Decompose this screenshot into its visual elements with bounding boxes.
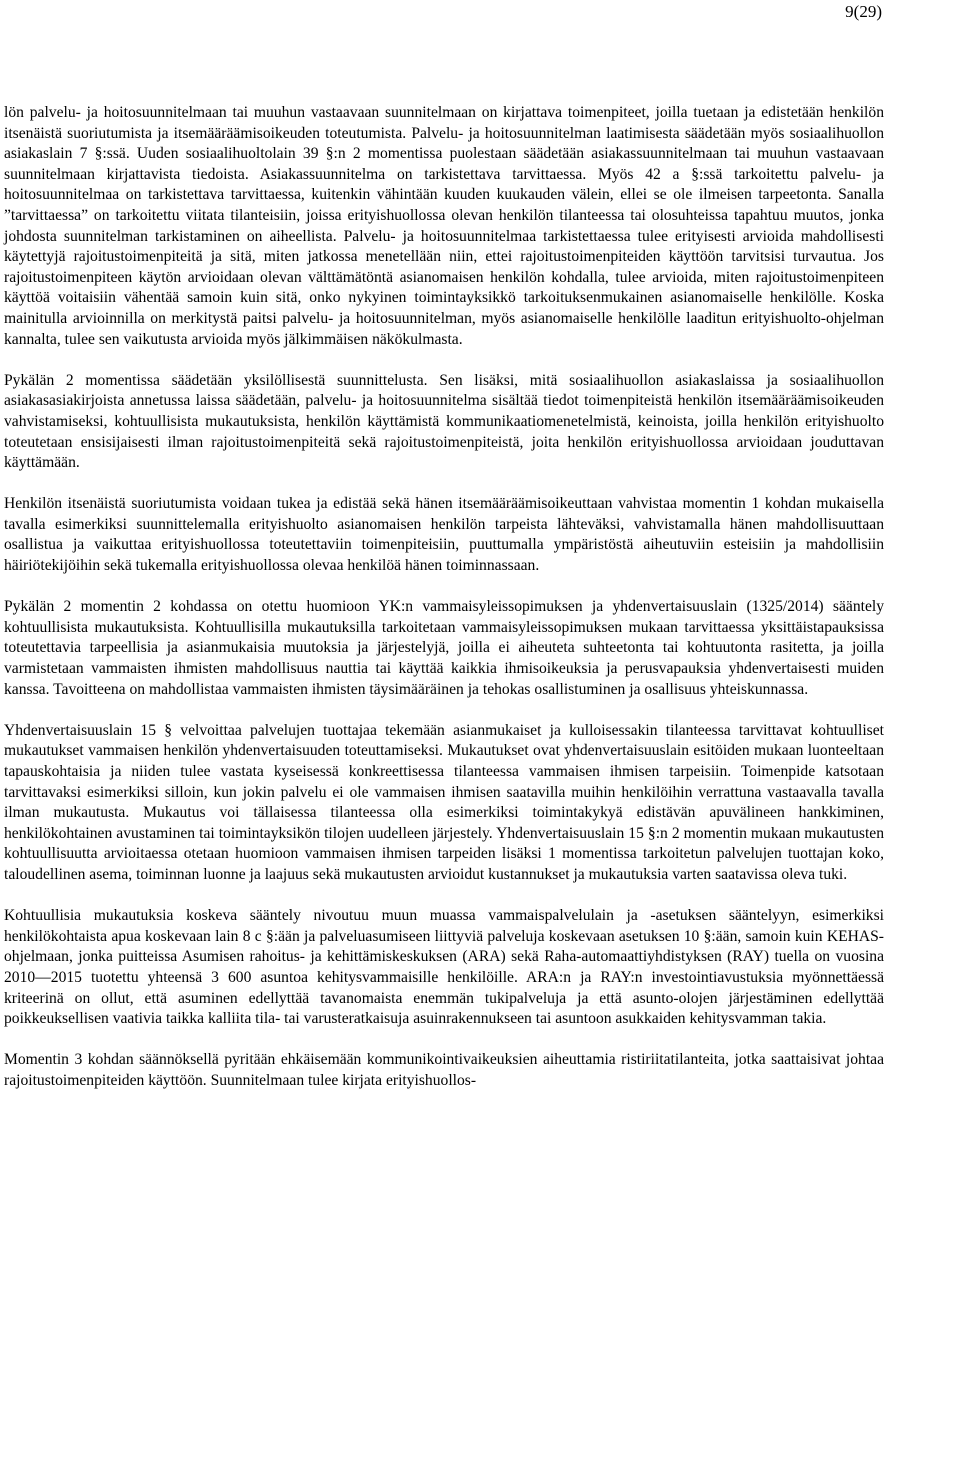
paragraph-1: lön palvelu- ja hoitosuunnitelmaan tai muuhun vastaavaan suunnitelmaan on kirjattava toimenpiteet, joilla tuetaan ja edistetään henkilön itsenäistä suoriutumista ja itsemääräämisoikeuden toteutumista. Palvelu- ja hoitosuunnitelman laatimisesta säädetään myös sosiaalihuollon asiakaslain 7 §:ssä. Uuden sosiaalihuoltolain 39 §:n 2 momentissa puolestaan säädetään asiakassuunnitelmaan tai muuhun vastaavaan suunnitelmaan kirjattavista tiedoista. Asiakassuunnitelma on tarkistettava tarvittaessa. Myös 42 a §:ssä tarkoitettu palvelu- ja hoitosuunnitelmaa on tarkistettava tarvittaessa, kuitenkin vähintään kuuden kuukauden välein, ellei se ole ilmeisen tarpeetonta. Sanalla ”tarvittaessa” on tarkoitettu viitata tilanteisiin, joissa erityishuollossa olevan henkilön tilanteessa tai olosuhteissa tapahtuu muutos, jonka johdosta suunnitelman tarkistaminen on aiheellista. Palvelu- ja hoitosuunnitelmaa tarkistettaessa tulee erityisesti arvioida mahdollisesti käytettyjä rajoitustoimenpiteitä ja sitä, miten jatkossa menetellään niin, ettei rajoitustoimenpiteiden käyttöön tarvitsisi turvautua. Jos rajoitustoimenpiteen käytön arvioidaan olevan välttämätöntä asianomaisen henkilön kohdalla, tulee arvioida, miten rajoitustoimenpiteen käyttöä voitaisiin vähentää samoin kuin sitä, onko nykyinen toimintayksikkö tarkoituksenmukainen asianomaiselle henkilölle. Koska mainitulla arvioinnilla on merkitystä paitsi palvelu- ja hoitosuunnitelman, myös asianomaiselle henkilölle laaditun erityishuolto-ohjelman kannalta, tulee sen vaikutusta arvioida myös jälkimmäisen näkökulmasta. — [4, 104, 884, 348]
paragraph-7: Momentin 3 kohdan säännöksellä pyritään ehkäisemään kommunikointivaikeuksien aiheuttamia ristiriitatilanteita, jotka saattaisivat johtaa rajoitustoimenpiteiden käyttöön. Suunnitelmaan tulee kirjata erityishuollos- — [4, 1051, 884, 1089]
document-body — [4, 103, 884, 1112]
page-number: 9(29) — [845, 2, 882, 21]
paragraph-5: Yhdenvertaisuuslain 15 § velvoittaa palvelujen tuottajaa tekemään asianmukaiset ja kulloisessakin tilanteessa tarvittavat kohtuulliset mukautukset vammaisen henkilön yhdenvertaisuuden toteuttamiseksi. Mukautukset ovat yhdenvertaisuuslain esitöiden mukaan luonteeltaan tapauskohtaisia ja niiden tulee vastata kyseisessä konkreettisessa tilanteessa vammaisen ihmisen tarpeisiin. Toimenpide katsotaan tarvittavaksi esimerkiksi silloin, kun jokin palvelu ei ole vammaisen ihmisen saatavilla muihin henkilöihin verrattuna vastaavalla tavalla ilman mukautusta. Mukautus voi tällaisessa tilanteessa olla esimerkiksi toimintakykyä edistävän apuvälineen hankkiminen, henkilökohtainen avustaminen tai toimintayksikön tilojen uudelleen järjestely. Yhdenvertaisuuslain 15 §:n 2 momentin mukaan mukautusten kohtuullisuutta arvioitaessa otetaan huomioon vammaisen ihmisen tarpeiden lisäksi 1 momentissa tarkoitetun palvelujen tuottajan koko, taloudellinen asema, toiminnan luonne ja laajuus sekä mukautusten arvioidut kustannukset ja mukautuksia varten saatavissa oleva tuki. — [4, 721, 884, 883]
paragraph-6: Kohtuullisia mukautuksia koskeva sääntely nivoutuu muun muassa vammaispalvelulain ja -asetuksen sääntelyyn, esimerkiksi henkilökohtaista apua koskevaan lain 8 c §:ään ja palveluasumiseen liittyviä palveluja koskevaan asetuksen 10 §:ään, samoin kuin KEHAS-ohjelmaan, jonka puitteissa Asumisen rahoitus- ja kehittämiskeskuksen (ARA) sekä Raha-automaattiyhdistyksen (RAY) tuella on vuosina 2010—2015 tuotettu yhteensä 3 600 asuntoa kehitysvammaisille henkilöille. ARA:n ja RAY:n investointiavustuksia myönnettäessä kriteerinä on ollut, että asuminen edellyttää tavanomaista enemmän tukipalveluja ja että asunto-olojen järjestäminen edellyttää poikkeuksellisen vaativia taikka kalliita tila- tai varusteratkaisuja asuinrakennukseen tai asuntoon asukkaiden kehitysvamman takia. — [4, 907, 884, 1028]
paragraph-4: Pykälän 2 momentin 2 kohdassa on otettu huomioon YK:n vammaisyleissopimuksen ja yhdenvertaisuuslain (1325/2014) sääntely kohtuullisista mukautuksista. Kohtuullisilla mukautuksilla tarkoitetaan vammaisyleissopimuksen mukaan tarvittaessa yksittäistapauksissa toteutettavia tarpeellisia ja asianmukaisia muutoksia ja järjestelyjä, joilla ei aiheuteta suhteetonta tai kohtuutonta rasitetta, ja joilla varmistetaan vammaisten ihmisten mahdollisuus nauttia tai käyttää kaikkia ihmisoikeuksia ja perusvapauksia yhdenvertaisesti muiden kanssa. Tavoitteena on mahdollistaa vammaisten ihmisten täysimääräinen ja tehokas osallistuminen ja osallisuus yhteiskunnassa. — [4, 598, 884, 698]
paragraph-2: Pykälän 2 momentissa säädetään yksilöllisestä suunnittelusta. Sen lisäksi, mitä sosiaalihuollon asiakaslaissa ja sosiaalihuollon asiakasasiakirjoista annetussa laissa säädetään, palvelu- ja hoitosuunnitelma sisältää tiedot toimenpiteistä henkilön itsemääräämisoikeuden vahvistamiseksi, kohtuullisista mukautuksista, henkilön käyttämistä kommunikaatiomenetelmistä, keinoista, joilla henkilön erityishuolto toteutetaan ensisijaisesti ilman rajoitustoimenpiteitä sekä rajoitustoimenpiteistä, joita henkilön erityishuollossa arvioidaan jouduttavan käyttämään. — [4, 371, 884, 472]
paragraph-3: Henkilön itsenäistä suoriutumista voidaan tukea ja edistää sekä hänen itsemääräämisoikeuttaan vahvistaa momentin 1 kohdan mukaisella tavalla esimerkiksi suunnittelemalla erityishuolto asianomaisen henkilön tarpeista lähteväksi, vahvistamalla hänen mahdollisuuttaan osallistua ja vaikuttaa erityishuollossa toteutettaviin toimenpiteisiin, puuttumalla ympäristöstä aiheutuviin esteisiin ja mahdollisiin häiriötekijöihin sekä tukemalla erityishuollossa olevaa henkilöä hänen toiminnassaan. — [4, 495, 884, 575]
